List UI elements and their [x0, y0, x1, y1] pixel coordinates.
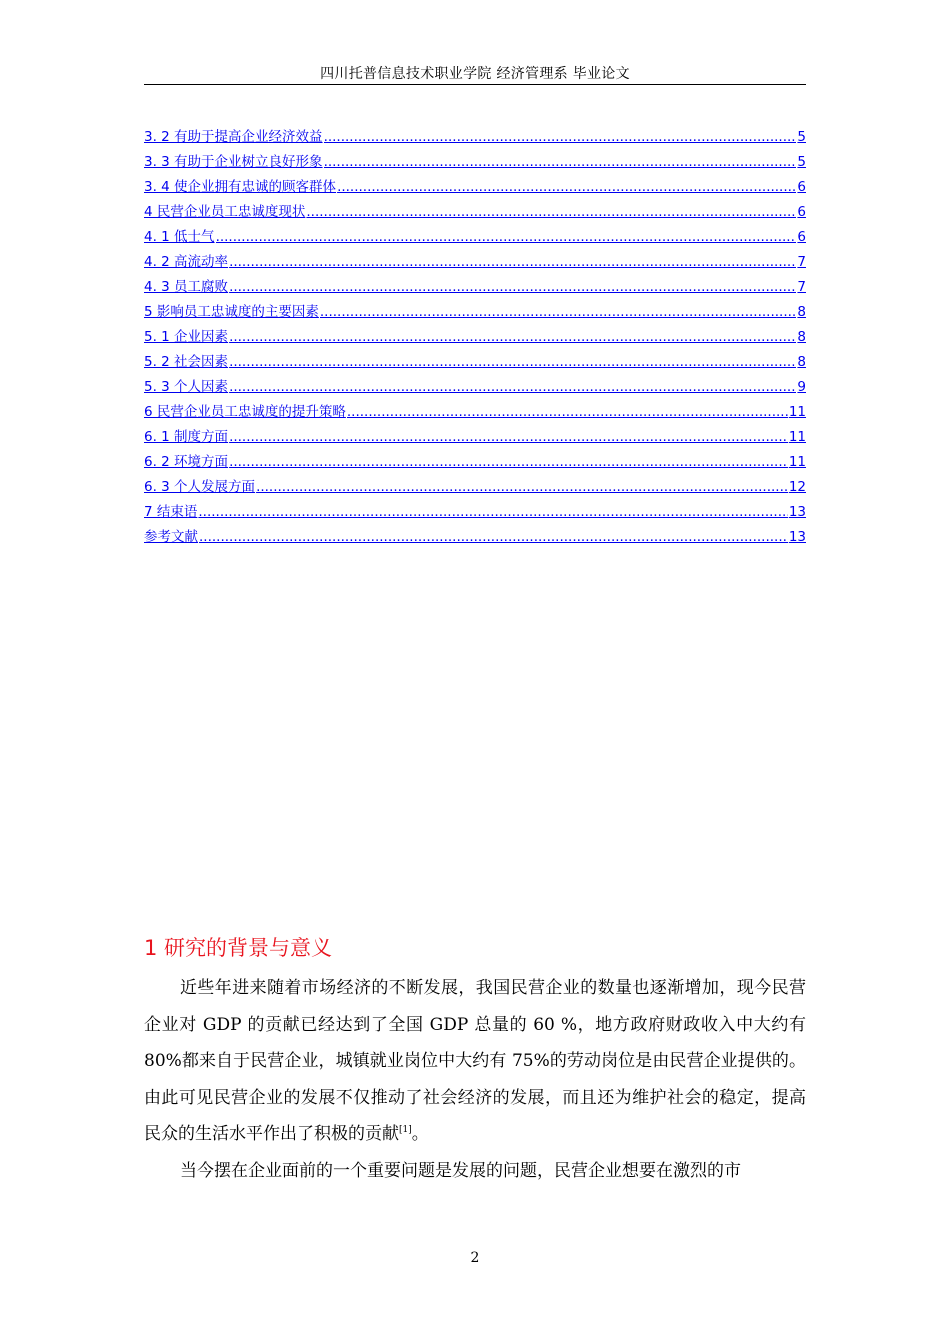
body-paragraph: [144, 1153, 806, 1190]
toc-leader-dots: [320, 301, 797, 323]
toc-entry-label: 6 民营企业员工忠诚度的提升策略: [144, 404, 346, 420]
toc-entry-label: 5 影响员工忠诚度的主要因素: [144, 304, 319, 320]
toc-leader-dots: [229, 276, 796, 298]
toc-entry-page: 13: [788, 529, 806, 545]
citation-reference[interactable]: [1]: [399, 1125, 412, 1135]
toc-entry[interactable]: [144, 401, 806, 426]
body-paragraph: [144, 970, 806, 1153]
toc-entry[interactable]: [144, 201, 806, 226]
toc-entry-label: 4. 1 低士气: [144, 229, 215, 245]
toc-entry-label: 6. 2 环境方面: [144, 454, 229, 470]
toc-entry-label: 4. 3 员工腐败: [144, 279, 229, 295]
toc-entry[interactable]: [144, 251, 806, 276]
toc-entry[interactable]: [144, 151, 806, 176]
toc-leader-dots: [229, 326, 796, 348]
toc-entry-label: 3. 4 使企业拥有忠诚的顾客群体: [144, 179, 337, 195]
toc-entry-label: 参考文献: [144, 529, 198, 545]
toc-entry-page: 8: [797, 354, 806, 370]
toc-leader-dots: [229, 376, 796, 398]
toc-entry[interactable]: [144, 451, 806, 476]
toc-entry-label: 5. 2 社会因素: [144, 354, 229, 370]
section-body: [144, 970, 806, 1189]
toc-entry-label: 5. 1 企业因素: [144, 329, 229, 345]
table-of-contents: [144, 126, 806, 551]
toc-entry[interactable]: [144, 226, 806, 251]
toc-entry[interactable]: [144, 501, 806, 526]
toc-leader-dots: [198, 501, 787, 523]
toc-entry[interactable]: [144, 301, 806, 326]
paragraph-text: 当今摆在企业面前的一个重要问题是发展的问题，民营企业想要在激烈的市: [180, 1160, 741, 1181]
toc-entry-page: 6: [797, 229, 806, 245]
toc-entry-page: 7: [797, 254, 806, 270]
toc-entry-label: 6. 1 制度方面: [144, 429, 229, 445]
toc-entry[interactable]: [144, 351, 806, 376]
toc-leader-dots: [216, 226, 797, 248]
toc-leader-dots: [229, 351, 796, 373]
toc-leader-dots: [199, 526, 788, 548]
toc-entry[interactable]: [144, 276, 806, 301]
toc-entry-page: 11: [788, 454, 806, 470]
header-rule: [144, 84, 806, 85]
toc-leader-dots: [229, 451, 788, 473]
toc-entry[interactable]: [144, 376, 806, 401]
toc-entry-label: 4 民营企业员工忠诚度现状: [144, 204, 306, 220]
toc-entry-page: 12: [788, 479, 806, 495]
toc-leader-dots: [306, 201, 796, 223]
toc-entry-page: 7: [797, 279, 806, 295]
toc-entry[interactable]: [144, 476, 806, 501]
toc-entry-page: 5: [797, 154, 806, 170]
toc-entry[interactable]: [144, 326, 806, 351]
toc-entry-label: 3. 3 有助于企业树立良好形象: [144, 154, 323, 170]
toc-entry-page: 6: [797, 204, 806, 220]
toc-leader-dots: [337, 176, 796, 198]
toc-entry-label: 7 结束语: [144, 504, 198, 520]
toc-leader-dots: [229, 426, 788, 448]
paragraph-end-punctuation: 。: [411, 1124, 429, 1144]
toc-entry[interactable]: [144, 526, 806, 551]
toc-entry-label: 3. 2 有助于提高企业经济效益: [144, 129, 323, 145]
toc-entry-label: 5. 3 个人因素: [144, 379, 229, 395]
toc-entry-page: 13: [788, 504, 806, 520]
toc-leader-dots: [256, 476, 788, 498]
toc-entry-page: 5: [797, 129, 806, 145]
toc-entry-page: 8: [797, 304, 806, 320]
toc-leader-dots: [347, 401, 788, 423]
toc-entry[interactable]: [144, 126, 806, 151]
toc-entry-page: 8: [797, 329, 806, 345]
page-header: 四川托普信息技术职业学院 经济管理系 毕业论文: [320, 66, 630, 82]
paragraph-text: 近些年进来随着市场经济的不断发展，我国民营企业的数量也逐渐增加，现今民营企业对 GDP 的贡献已经达到了全国 GDP 总量的 60 %，地方政府财政收入中大约有 80%都来自于民营企业，城镇就业岗位中大约有 75%的劳动岗位是由民营企业提供的。由此可见民营企业的发展不仅推动了社会经济的发展，而且还为维护社会的稳定，提高民众的生活水平作出了积极的贡献: [144, 978, 806, 1144]
toc-leader-dots: [229, 251, 796, 273]
page-number: 2: [470, 1250, 480, 1266]
toc-entry-label: 4. 2 高流动率: [144, 254, 229, 270]
toc-leader-dots: [324, 126, 797, 148]
toc-entry-page: 6: [797, 179, 806, 195]
toc-entry-page: 9: [797, 379, 806, 395]
toc-leader-dots: [324, 151, 797, 173]
toc-entry-label: 6. 3 个人发展方面: [144, 479, 256, 495]
toc-entry[interactable]: [144, 176, 806, 201]
toc-entry-page: 11: [788, 404, 806, 420]
toc-entry[interactable]: [144, 426, 806, 451]
section-heading: 1 研究的背景与意义: [144, 936, 333, 960]
toc-entry-page: 11: [788, 429, 806, 445]
